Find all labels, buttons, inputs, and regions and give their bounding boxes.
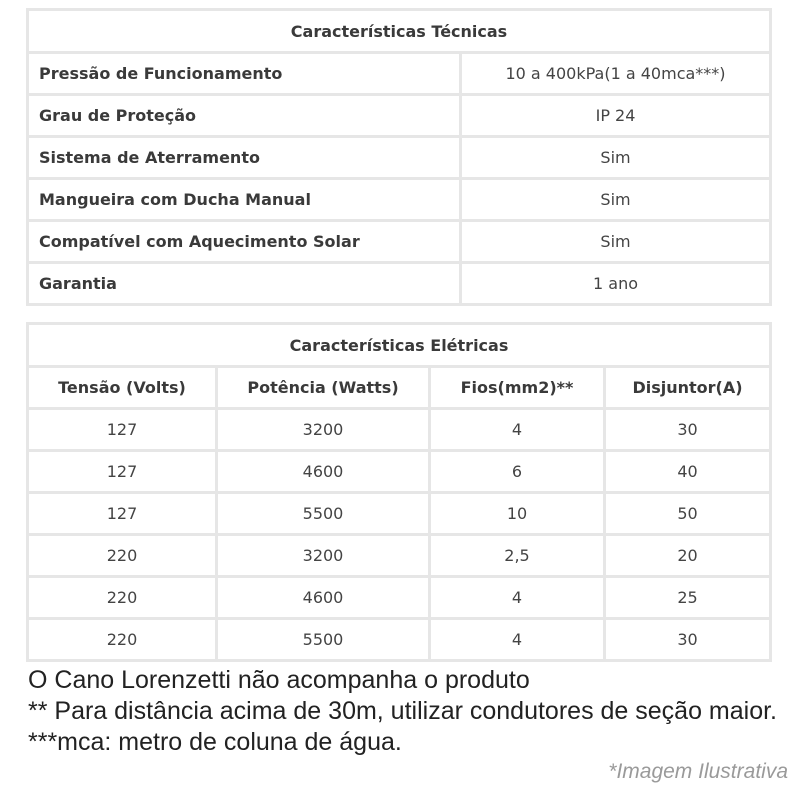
technical-specs-table xyxy=(26,8,772,306)
table-row xyxy=(29,180,769,219)
table-row xyxy=(29,536,769,575)
table-title-row xyxy=(29,11,769,51)
cell-wires: 4 xyxy=(431,578,603,617)
cell-breaker: 40 xyxy=(606,452,769,491)
cell-wires: 6 xyxy=(431,452,603,491)
note-mca-definition: ***mca: metro de coluna de água. xyxy=(28,728,402,756)
spec-value: Sim xyxy=(462,222,769,261)
cell-voltage: 220 xyxy=(29,578,215,617)
cell-breaker: 30 xyxy=(606,620,769,659)
spec-label: Garantia xyxy=(29,264,459,303)
cell-voltage: 127 xyxy=(29,410,215,449)
table-row xyxy=(29,96,769,135)
table-row xyxy=(29,452,769,491)
cell-power: 3200 xyxy=(218,410,428,449)
electrical-specs-title: Características Elétricas xyxy=(29,325,769,365)
column-header-wires: Fios(mm2)** xyxy=(431,368,603,407)
cell-power: 5500 xyxy=(218,620,428,659)
spec-label: Sistema de Aterramento xyxy=(29,138,459,177)
spec-value: 1 ano xyxy=(462,264,769,303)
technical-specs-title: Características Técnicas xyxy=(29,11,769,51)
note-wire-section: ** Para distância acima de 30m, utilizar condutores de seção maior. xyxy=(28,697,777,725)
table-row xyxy=(29,494,769,533)
table-row xyxy=(29,264,769,303)
column-header-breaker: Disjuntor(A) xyxy=(606,368,769,407)
table-row xyxy=(29,138,769,177)
table-title-row xyxy=(29,325,769,365)
spec-value: 10 a 400kPa(1 a 40mca***) xyxy=(462,54,769,93)
cell-voltage: 220 xyxy=(29,620,215,659)
cell-wires: 4 xyxy=(431,410,603,449)
cell-power: 5500 xyxy=(218,494,428,533)
spec-value: IP 24 xyxy=(462,96,769,135)
table-row xyxy=(29,620,769,659)
footnotes xyxy=(28,665,788,758)
cell-voltage: 127 xyxy=(29,452,215,491)
cell-wires: 2,5 xyxy=(431,536,603,575)
cell-power: 3200 xyxy=(218,536,428,575)
table-row xyxy=(29,410,769,449)
cell-breaker: 20 xyxy=(606,536,769,575)
spec-label: Mangueira com Ducha Manual xyxy=(29,180,459,219)
column-header-voltage: Tensão (Volts) xyxy=(29,368,215,407)
spec-label: Pressão de Funcionamento xyxy=(29,54,459,93)
table-row xyxy=(29,578,769,617)
electrical-specs-table xyxy=(26,322,772,662)
cell-voltage: 220 xyxy=(29,536,215,575)
cell-voltage: 127 xyxy=(29,494,215,533)
table-row xyxy=(29,222,769,261)
table-header-row xyxy=(29,368,769,407)
cell-power: 4600 xyxy=(218,578,428,617)
spec-value: Sim xyxy=(462,138,769,177)
note-pipe-not-included: O Cano Lorenzetti não acompanha o produto xyxy=(28,666,530,694)
cell-breaker: 30 xyxy=(606,410,769,449)
table-row xyxy=(29,54,769,93)
spec-label: Compatível com Aquecimento Solar xyxy=(29,222,459,261)
cell-breaker: 50 xyxy=(606,494,769,533)
illustrative-image-disclaimer: *Imagem Ilustrativa xyxy=(608,760,788,783)
spec-label: Grau de Proteção xyxy=(29,96,459,135)
cell-power: 4600 xyxy=(218,452,428,491)
cell-wires: 10 xyxy=(431,494,603,533)
column-header-power: Potência (Watts) xyxy=(218,368,428,407)
cell-breaker: 25 xyxy=(606,578,769,617)
spec-value: Sim xyxy=(462,180,769,219)
cell-wires: 4 xyxy=(431,620,603,659)
